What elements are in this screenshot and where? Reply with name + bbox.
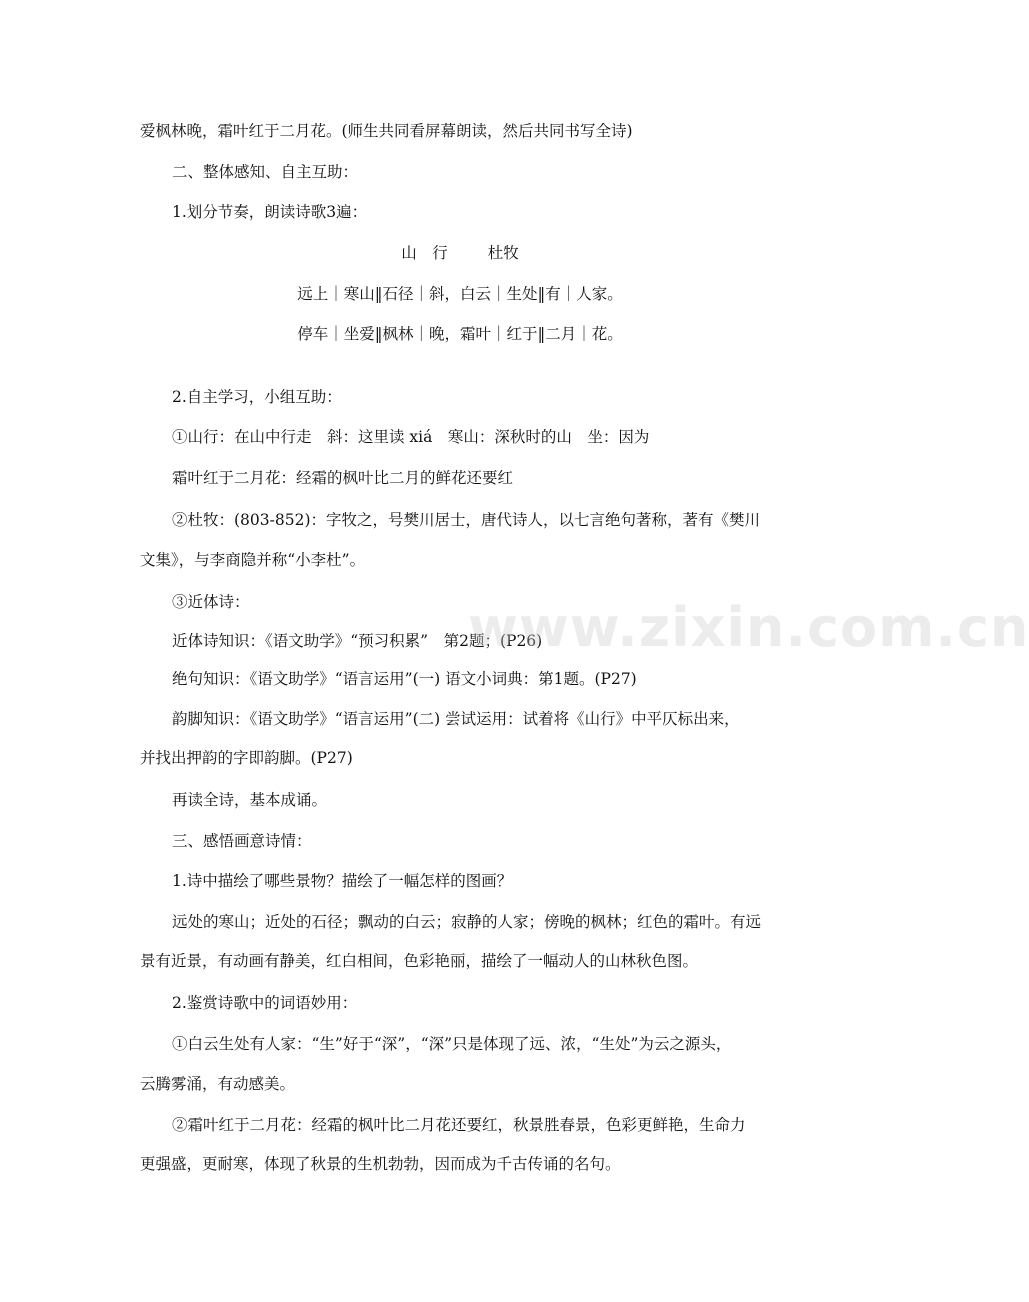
poem-line: 远上｜寒山‖石径｜斜，白云｜生处‖有｜人家。 xyxy=(297,285,623,303)
text-line: 霜叶红于二月花：经霜的枫叶比二月的鲜花还要红 xyxy=(172,469,514,487)
text-line: 远处的寒山；近处的石径；飘动的白云；寂静的人家；傍晚的枫林；红色的霜叶。有远 xyxy=(172,913,762,931)
section-heading: 三、感悟画意诗情： xyxy=(172,832,312,850)
watermark: www.zixin.com.cn xyxy=(468,596,1029,659)
text-line: 爱枫林晚，霜叶红于二月花。(师生共同看屏幕朗读，然后共同书写全诗) xyxy=(140,122,633,140)
text-line: 1.划分节奏，朗读诗歌3遍： xyxy=(172,203,368,221)
text-line: 更强盛，更耐寒，体现了秋景的生机勃勃，因而成为千古传诵的名句。 xyxy=(140,1155,621,1173)
text-line: 云腾雾涌，有动感美。 xyxy=(140,1075,296,1093)
text-line: 绝句知识：《语文助学》“语言运用”(一) 语文小词典：第1题。(P27) xyxy=(172,670,637,688)
poem-heading xyxy=(0,242,920,264)
text-line: 2.鉴赏诗歌中的词语妙用： xyxy=(172,994,358,1012)
text-line: 近体诗知识：《语文助学》“预习积累” 第2题；(P26) xyxy=(172,632,543,650)
text-line: 韵脚知识：《语文助学》“语言运用”(二) 尝试运用：试着将《山行》中平仄标出来， xyxy=(172,710,740,728)
text-line: 2.自主学习，小组互助： xyxy=(172,388,342,406)
text-line: 景有近景，有动画有静美，红白相间，色彩艳丽，描绘了一幅动人的山林秋色图。 xyxy=(140,952,699,970)
text-line: 并找出押韵的字即韵脚。(P27) xyxy=(140,749,353,767)
text-line: ③近体诗： xyxy=(172,593,250,611)
text-line: 再读全诗，基本成诵。 xyxy=(172,791,328,809)
poem-author: 杜牧 xyxy=(487,244,519,262)
section-heading: 二、整体感知、自主互助： xyxy=(172,163,359,181)
poem-title: 山 行 xyxy=(401,244,448,262)
text-line: ②霜叶红于二月花：经霜的枫叶比二月花还要红，秋景胜春景，色彩更鲜艳，生命力 xyxy=(172,1116,746,1134)
text-line: 1.诗中描绘了哪些景物？描绘了一幅怎样的图画？ xyxy=(172,872,513,890)
text-line: ②杜牧：(803-852)：字牧之，号樊川居士，唐代诗人，以七言绝句著称，著有《樊川 xyxy=(172,511,761,529)
text-line: 文集》，与李商隐并称“小李杜”。 xyxy=(140,551,366,569)
text-line: ①山行：在山中行走 斜：这里读 xiá 寒山：深秋时的山 坐：因为 xyxy=(172,428,650,446)
text-line: ①白云生处有人家：“生”好于“深”，“深”只是体现了远、浓，“生处”为云之源头， xyxy=(172,1035,732,1053)
poem-line: 停车｜坐爱‖枫林｜晚，霜叶｜红于‖二月｜花。 xyxy=(297,325,623,343)
